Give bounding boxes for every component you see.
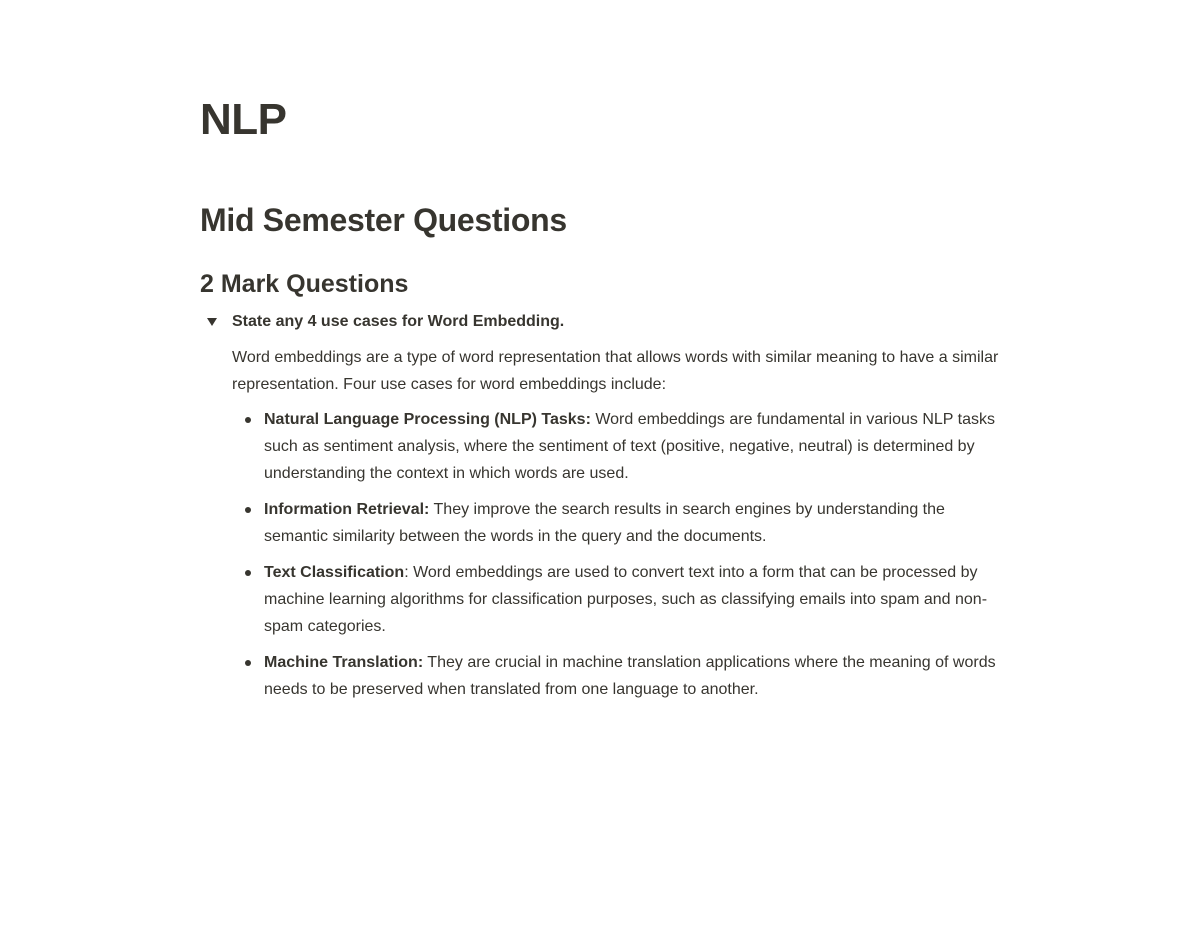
list-item-description: They improve the search results in search engines by understanding the semantic similarity between the words in the query and the documents. xyxy=(264,501,945,545)
triangle-down-icon[interactable] xyxy=(200,310,224,334)
list-item-description: : Word embeddings are used to convert text into a form that can be processed by machine learning algorithms for classification purposes, such as classifying emails into spam and non-spam categories. xyxy=(264,564,988,635)
toggle-block xyxy=(200,308,1000,703)
list-item-text xyxy=(264,649,1000,703)
list-item-term: Machine Translation: xyxy=(264,654,424,671)
list-item-term: Text Classification xyxy=(264,564,405,581)
bullet-icon xyxy=(232,559,264,586)
bullet-icon xyxy=(232,406,264,433)
section-heading: Mid Semester Questions xyxy=(200,202,567,238)
list-item xyxy=(232,496,1000,550)
list-item-description: Word embeddings are fundamental in various NLP tasks such as sentiment analysis, where the sentiment of text (positive, negative, neutral) is determined by understanding the context in which words are used. xyxy=(264,411,995,482)
bullet-icon xyxy=(232,496,264,523)
bullet-icon xyxy=(232,649,264,676)
document-page xyxy=(200,90,1000,712)
list-item xyxy=(232,649,1000,703)
use-case-list xyxy=(232,406,1000,703)
page-title: NLP xyxy=(200,95,287,144)
list-item-text xyxy=(264,496,1000,550)
list-item-description: They are crucial in machine translation applications where the meaning of words needs to be preserved when translated from one language to another. xyxy=(264,654,996,698)
toggle-content xyxy=(232,344,1000,703)
list-item-text xyxy=(264,559,1000,640)
subsection-heading: 2 Mark Questions xyxy=(200,270,409,298)
list-item-term: Natural Language Processing (NLP) Tasks: xyxy=(264,411,591,428)
list-item-text xyxy=(264,406,1000,487)
toggle-header[interactable] xyxy=(200,308,1000,336)
intro-paragraph: Word embeddings are a type of word representation that allows words with similar meaning to have a similar representation. Four use cases for word embeddings include: xyxy=(232,349,999,393)
list-item xyxy=(232,559,1000,640)
list-item xyxy=(232,406,1000,487)
toggle-question: State any 4 use cases for Word Embedding. xyxy=(232,313,565,330)
list-item-term: Information Retrieval: xyxy=(264,501,430,518)
